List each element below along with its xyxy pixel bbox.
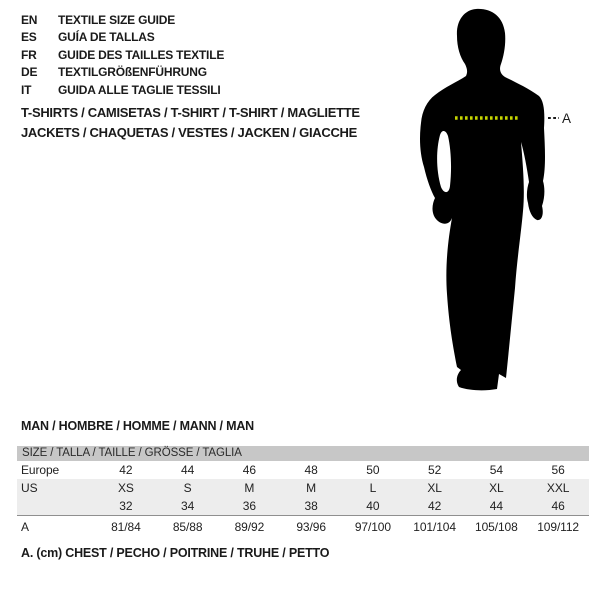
table-row-us-numeric: [17, 497, 589, 516]
table-cell: 36: [242, 499, 256, 513]
row-label: A: [21, 520, 29, 534]
category-line-jackets: JACKETS / CHAQUETAS / VESTES / JACKEN / GIACCHE: [21, 124, 357, 140]
table-row-chest-a: [17, 516, 589, 538]
table-cell: 89/92: [234, 520, 265, 534]
language-code: DE: [21, 65, 38, 80]
row-label: Europe: [21, 463, 60, 477]
table-cell: XS: [117, 481, 134, 495]
table-cell: 56: [551, 463, 565, 477]
measurement-footnote: A. (cm) CHEST / PECHO / POITRINE / TRUHE / PETTO: [21, 546, 330, 560]
table-cell: 42: [428, 499, 442, 513]
table-cell: XL: [489, 481, 504, 495]
table-cell: 42: [119, 463, 133, 477]
language-row: [21, 11, 224, 29]
language-code: FR: [21, 47, 37, 62]
table-cell: 93/96: [296, 520, 326, 534]
table-cell: M: [244, 481, 255, 495]
table-cell: XL: [427, 481, 442, 495]
measure-label-a: A: [562, 111, 572, 126]
man-silhouette: [420, 9, 545, 390]
language-row: [21, 64, 224, 82]
language-code: EN: [21, 12, 38, 27]
language-title: TEXTILGRÖßENFÜHRUNG: [58, 65, 207, 80]
section-title-man: MAN / HOMBRE / HOMME / MANN / MAN: [21, 419, 254, 433]
table-cell: 52: [428, 463, 442, 477]
table-cell: 50: [366, 463, 380, 477]
table-cell: M: [306, 481, 317, 495]
table-cell: 81/84: [111, 520, 141, 534]
table-cell: 34: [181, 499, 195, 513]
table-cell: 40: [366, 499, 380, 513]
table-cell: 85/88: [172, 520, 203, 534]
category-line-tshirts: T-SHIRTS / CAMISETAS / T-SHIRT / T-SHIRT / MAGLIETTE: [21, 105, 360, 120]
size-table: [17, 446, 589, 538]
language-title: GUIDE DES TAILLES TEXTILE: [58, 47, 225, 62]
table-cell: 46: [242, 463, 256, 477]
language-code: IT: [21, 82, 32, 97]
row-label: US: [21, 481, 38, 495]
garment-categories: [21, 103, 360, 142]
language-row: [21, 46, 224, 64]
language-title: TEXTILE SIZE GUIDE: [58, 12, 176, 27]
table-cell: 101/104: [413, 520, 456, 534]
table-cell: 46: [551, 499, 565, 513]
table-cell: 32: [119, 499, 133, 513]
language-title: GUIDA ALLE TAGLIE TESSILI: [58, 82, 221, 97]
table-cell: 109/112: [537, 520, 580, 534]
language-row: [21, 29, 224, 47]
table-cell: 97/100: [354, 520, 391, 534]
table-cell: 44: [181, 463, 195, 477]
table-row-us: [17, 479, 589, 497]
language-title-list: [21, 11, 224, 99]
table-cell: XXL: [546, 481, 570, 495]
language-code: ES: [21, 30, 37, 45]
language-title: GUÍA DE TALLAS: [58, 30, 155, 45]
table-row-europe: [17, 461, 589, 479]
language-row: [21, 81, 224, 99]
table-header-row: SIZE / TALLA / TAILLE / GRÖSSE / TAGLIA: [17, 446, 589, 461]
table-cell: 44: [489, 499, 503, 513]
table-cell: 38: [304, 499, 318, 513]
table-cell: 105/108: [475, 520, 518, 534]
man-silhouette-figure: [398, 5, 582, 395]
table-cell: 48: [304, 463, 318, 477]
table-cell: 54: [489, 463, 503, 477]
row-label: [17, 497, 95, 515]
table-cell: L: [369, 481, 377, 495]
table-cell: S: [183, 481, 192, 495]
